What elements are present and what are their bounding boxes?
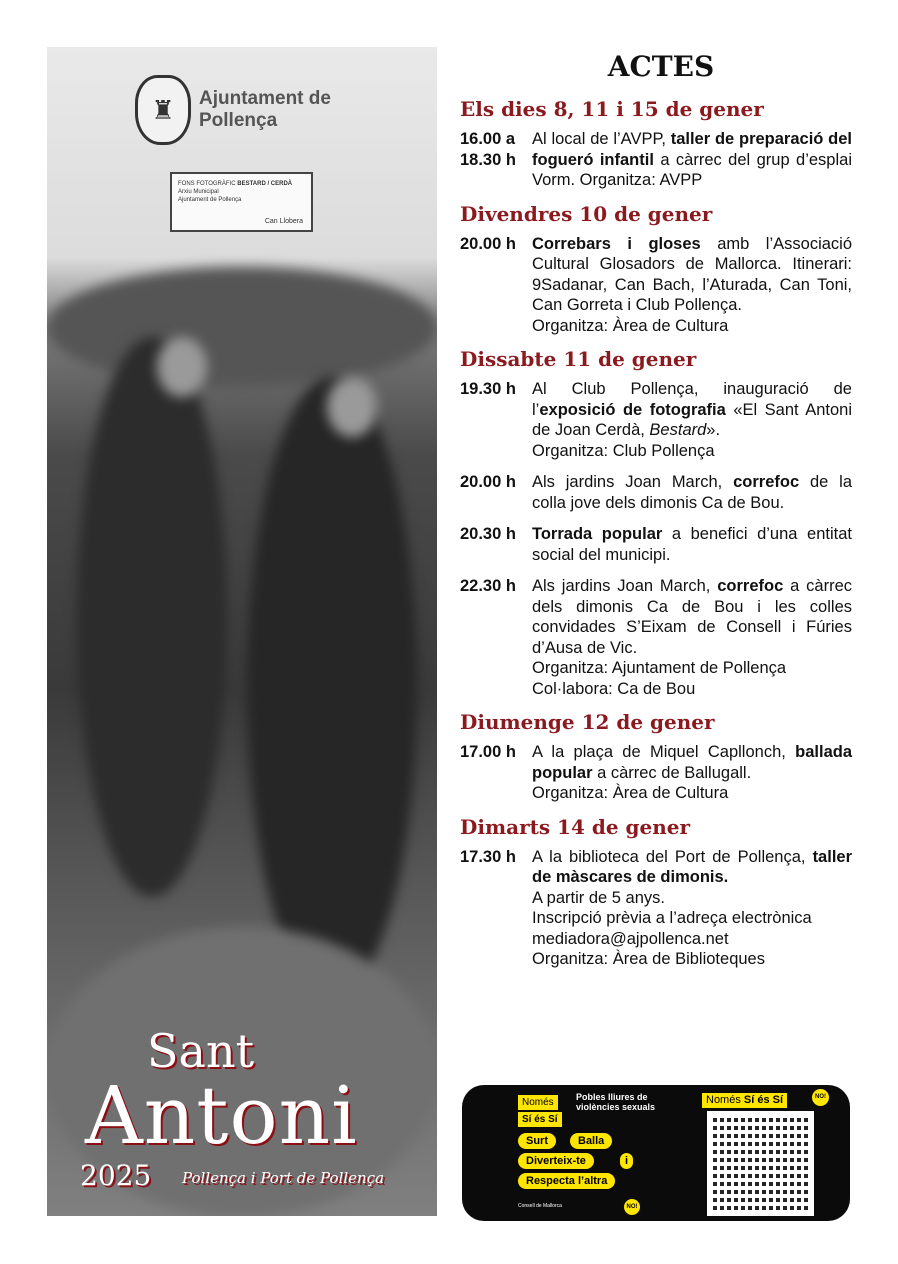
event-description [532, 129, 852, 191]
event-text: ballada popular [532, 743, 852, 782]
event-item [460, 379, 852, 461]
event-text: Al Club Pollença, inauguració de l’ [532, 380, 852, 419]
event-text: amb l’Associació Cultural Glosadors de Mallorca. Itinerari: 9Sadanar, Can Bach, l’Aturada, Can Toni, Can Gorreta i Club Pollença. [532, 234, 853, 314]
event-time: 20.00 h [460, 473, 516, 491]
event-text: correfoc [733, 473, 800, 491]
event-text: ». [706, 421, 721, 439]
event-item [460, 576, 852, 699]
event-time: 17.00 h [460, 743, 516, 761]
event-text: Col·labora: Ca de Bou [532, 679, 696, 698]
event-text: Organitza: Àrea de Cultura [532, 784, 729, 802]
event-time: 20.00 h [460, 234, 516, 253]
event-text: Organitza: Àrea de Biblioteques [532, 950, 765, 968]
no-badge-top: NO! [812, 1089, 829, 1106]
crest-icon: ♜ [135, 75, 191, 145]
title-sant: Sant [147, 1024, 255, 1078]
section-title: Divendres 10 de gener [460, 201, 713, 226]
pill-i: i [620, 1153, 633, 1169]
event-description [532, 742, 852, 804]
event-text: Organitza: Ajuntament de Pollença [532, 659, 787, 677]
fons-ajuntament: Ajuntament de Pollença [178, 197, 242, 203]
event-text: Inscripció prèvia a l’adreça electrònica [532, 909, 812, 927]
pill-diverteix: Diverteix-te [518, 1153, 594, 1169]
title-year: 2025 [80, 1159, 152, 1192]
event-description [532, 524, 852, 565]
fons-name: BESTARD / CERDÀ [237, 181, 293, 187]
ajuntament-logo [135, 75, 331, 145]
pill-surt: Surt [518, 1133, 556, 1149]
event-description [532, 472, 852, 513]
title-towns: Pollença i Port de Pollença [182, 1169, 385, 1187]
poster-title [47, 1024, 437, 1197]
event-time: 16.00 a 18.30 h [460, 130, 516, 169]
qr-code[interactable] [707, 1111, 814, 1216]
campaign-banner [462, 1085, 850, 1221]
event-text: correfoc [717, 577, 784, 595]
event-item [460, 524, 852, 565]
event-item [460, 472, 852, 513]
pill-respecta: Respecta l’altra [518, 1173, 615, 1189]
event-description [532, 234, 852, 337]
section-title: Els dies 8, 11 i 15 de gener [460, 97, 764, 121]
event-text: Correbars i gloses [532, 234, 701, 253]
fons-arxiu: Arxiu Municipal [178, 189, 219, 195]
event-description [532, 847, 852, 970]
event-time: 17.30 h [460, 847, 516, 866]
event-text: Als jardins Joan March, [532, 473, 734, 491]
event-text: Torrada popular [532, 525, 663, 543]
consell-logo: Consell de Mallorca [518, 1203, 562, 1209]
event-text: taller de preparació del fogueró infantil [532, 130, 852, 169]
event-text: Organitza: Àrea de Cultura [532, 316, 729, 335]
program-heading: ACTES [607, 50, 715, 83]
section-title: Diumenge 12 de gener [460, 710, 715, 734]
event-item [460, 742, 852, 804]
section-title: Dissabte 11 de gener [460, 347, 697, 371]
fons-fotografic-box [170, 172, 313, 232]
logo-line2: Pollença [199, 110, 278, 131]
event-text: A la plaça de Miquel Capllonch, [532, 743, 796, 761]
event-time: 19.30 h [460, 380, 516, 398]
event-time: 20.30 h [460, 525, 516, 543]
program [460, 50, 852, 981]
qr-label-a: Només [706, 1094, 744, 1106]
event-text: A la biblioteca del Port de Pollença, [532, 847, 813, 866]
event-text: a benefici d’una entitat social del municipi. [532, 525, 852, 564]
event-text: taller de màscares de dimonis. [532, 847, 852, 886]
event-text: Als jardins Joan March, [532, 577, 718, 595]
qr-label-b: Sí és Sí [743, 1094, 784, 1106]
event-text: a càrrec de Ballugall. [592, 763, 752, 782]
can-llobera-logo: Can Llobera [264, 218, 303, 225]
event-time: 22.30 h [460, 577, 516, 595]
event-item [460, 129, 852, 191]
event-item [460, 847, 852, 970]
event-description [532, 379, 852, 461]
nomes-label: Només [518, 1095, 558, 1110]
section-title: Dimarts 14 de gener [460, 814, 691, 839]
title-antoni: Antoni [85, 1069, 358, 1162]
pobles-text: Pobles lliures de violències sexuals [576, 1092, 656, 1112]
event-text: «El Sant Antoni de Joan Cerdà, [532, 400, 852, 439]
pill-balla: Balla [570, 1133, 612, 1149]
event-text: mediadora@ajpollenca.net [532, 929, 729, 948]
event-text: Bestard [649, 421, 707, 439]
logo-line1: Ajuntament de [199, 88, 331, 109]
event-text: de la colla jove dels dimonis Ca de Bou. [532, 473, 852, 512]
no-badge: NO! [624, 1199, 640, 1215]
event-text: Organitza: Club Pollença [532, 441, 715, 460]
event-text: a càrrec dels dimonis Ca de Bou i les colles convidades S’Eixam de Consell i Fúries d’Ausa de Vic. [532, 577, 853, 657]
historic-photo [47, 47, 437, 1216]
fons-label: FONS FOTOGRÀFIC [178, 181, 238, 187]
event-text: exposició de fotografia [539, 400, 726, 419]
event-text: A partir de 5 anys. [532, 888, 665, 907]
event-item [460, 234, 852, 337]
event-text: a càrrec del grup d’esplai Vorm. Organitza: AVPP [532, 150, 852, 189]
sies-label: Sí és Sí [518, 1112, 562, 1127]
event-description [532, 576, 852, 699]
event-text: Al local de l’AVPP, [532, 130, 671, 148]
